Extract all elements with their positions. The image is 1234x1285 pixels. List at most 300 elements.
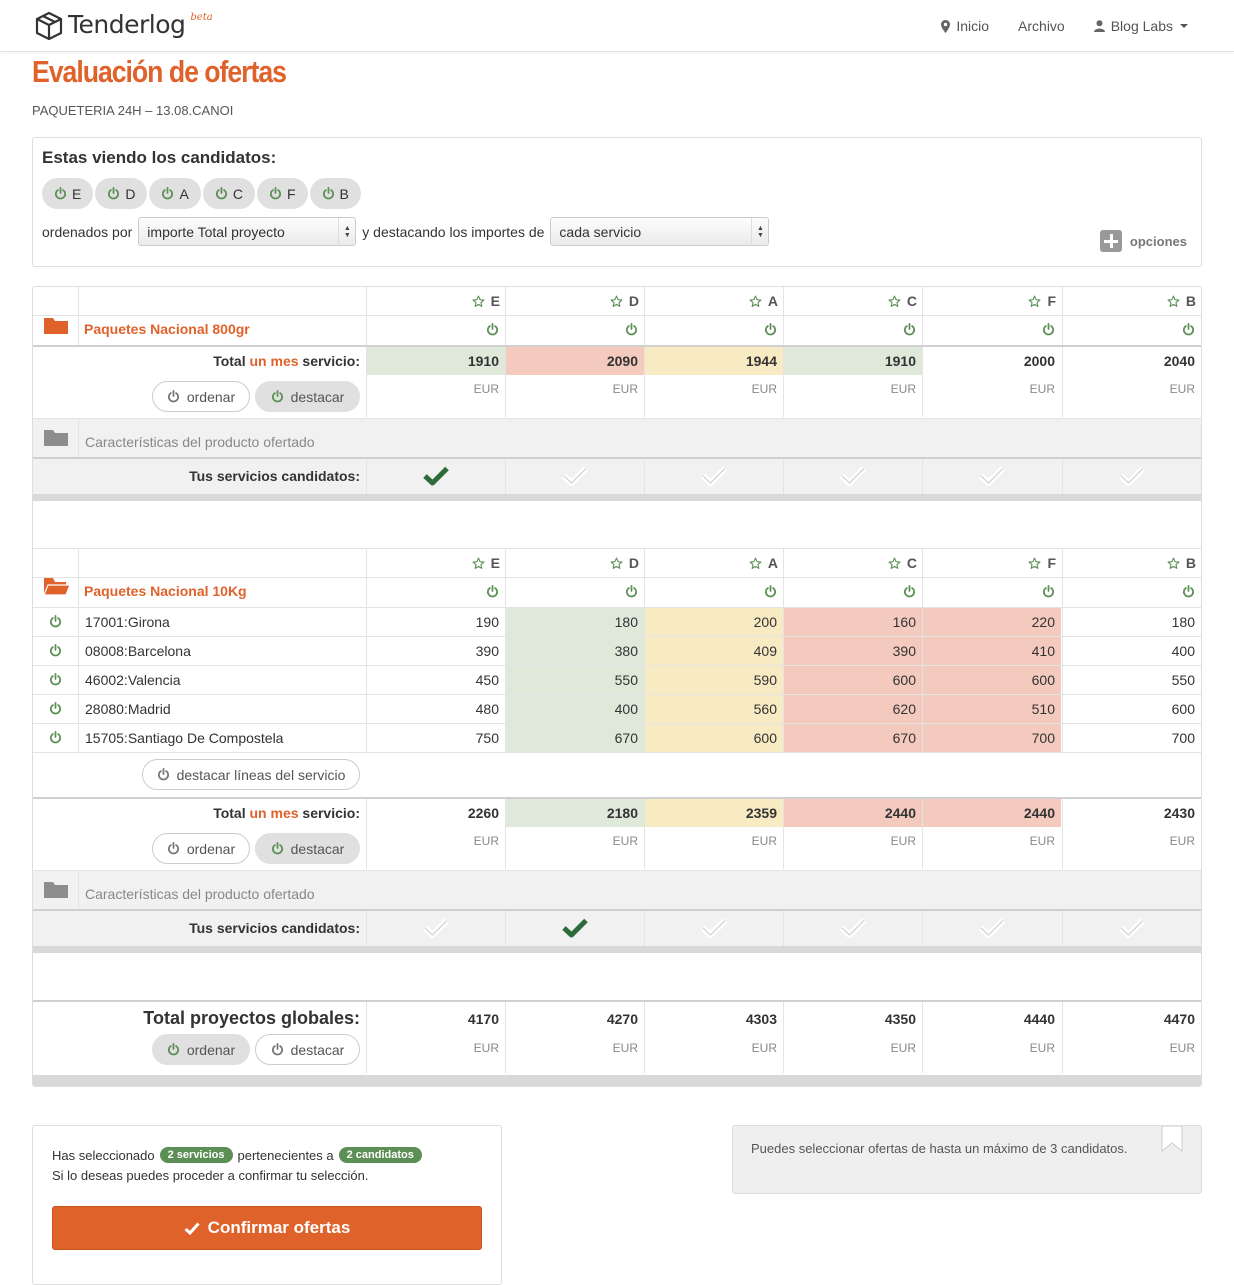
currency-label: EUR — [1029, 1041, 1055, 1055]
currency-cell — [644, 375, 783, 417]
line-value-a — [644, 608, 783, 636]
candidate-select-b[interactable] — [1062, 911, 1201, 946]
check-unselected-icon[interactable] — [562, 466, 588, 486]
line-value-f — [922, 666, 1061, 694]
total-value-e — [366, 347, 505, 375]
service-title[interactable]: Paquetes Nacional 10Kg — [84, 583, 247, 599]
total-value-f — [922, 799, 1061, 827]
line-value: 220 — [1031, 614, 1055, 630]
highlight-lines-button[interactable] — [142, 759, 360, 790]
candidate-chip-f[interactable] — [257, 178, 308, 209]
currency-cell — [505, 1034, 644, 1073]
check-unselected-icon[interactable] — [979, 918, 1005, 938]
total-value-c — [783, 347, 922, 375]
candidate-header-f — [922, 549, 1061, 578]
global-total-value: 4170 — [467, 1011, 499, 1027]
candidate-select-f[interactable] — [922, 911, 1061, 946]
line-name: 08008:Barcelona — [85, 643, 191, 659]
user-icon — [1094, 20, 1105, 32]
power-icon — [486, 585, 499, 598]
candidate-toggle-b[interactable] — [1062, 578, 1201, 607]
star-icon[interactable] — [610, 295, 623, 308]
power-icon — [625, 585, 638, 598]
candidate-toggle-d[interactable] — [505, 316, 644, 345]
map-marker-icon — [941, 20, 950, 33]
highlight-label: destacar — [290, 388, 345, 405]
candidate-header-a — [644, 549, 783, 578]
currency-label: EUR — [890, 834, 916, 848]
total-currency-row — [33, 827, 1201, 869]
power-icon — [54, 187, 67, 200]
highlight-button[interactable] — [255, 1034, 360, 1065]
check-selected-icon[interactable] — [562, 918, 588, 938]
order-label: ordenar — [186, 1041, 236, 1058]
order-button[interactable] — [152, 1034, 250, 1065]
line-value-d — [505, 666, 644, 694]
power-icon — [49, 644, 62, 657]
candidates-row — [33, 459, 1201, 494]
nav-items — [912, 0, 1188, 52]
selection-summary — [32, 1125, 502, 1285]
line-value-f — [922, 724, 1061, 752]
star-icon[interactable] — [610, 557, 623, 570]
sort-label: ordenados por — [42, 223, 133, 240]
currency-label: EUR — [1029, 382, 1055, 396]
candidate-toggle-a[interactable] — [644, 578, 783, 607]
line-value: 600 — [753, 730, 777, 746]
total-row — [33, 347, 1201, 375]
chip-label: D — [125, 185, 136, 202]
section-separator — [33, 494, 1201, 501]
power-icon — [167, 1043, 180, 1056]
line-value-b — [1062, 608, 1201, 636]
order-label: ordenar — [186, 388, 236, 405]
power-icon — [49, 615, 62, 628]
global-actions-cell — [33, 1034, 366, 1073]
candidate-toggle-f[interactable] — [922, 578, 1061, 607]
currency-cell — [366, 827, 505, 869]
total-currency-row — [33, 375, 1201, 417]
folder-icon[interactable] — [43, 427, 69, 447]
candidate-header-b — [1062, 549, 1201, 578]
characteristics-row — [33, 871, 1201, 909]
line-toggle[interactable] — [49, 702, 62, 718]
line-value-d — [505, 637, 644, 665]
selection-line-1 — [52, 1147, 427, 1163]
chip-label: C — [232, 185, 243, 202]
line-toggle[interactable] — [49, 644, 62, 660]
confirm-offers-button[interactable] — [52, 1206, 482, 1250]
currency-cell — [1062, 375, 1201, 417]
folder-cell — [33, 549, 78, 578]
candidate-select-b[interactable] — [1062, 459, 1201, 494]
currency-label: EUR — [473, 1041, 499, 1055]
power-icon — [764, 323, 777, 336]
candidate-select-f[interactable] — [922, 459, 1061, 494]
currency-cell — [644, 1034, 783, 1073]
currency-label: EUR — [473, 834, 499, 848]
candidate-letter: F — [1047, 555, 1056, 571]
candidates-label-cell — [33, 459, 366, 494]
section-separator — [33, 946, 1201, 953]
line-value-f — [922, 608, 1061, 636]
candidate-select-e[interactable] — [366, 911, 505, 946]
check-selected-icon[interactable] — [423, 466, 449, 486]
info-box — [732, 1125, 1202, 1194]
currency-label: EUR — [612, 1041, 638, 1055]
currency-cell — [922, 1034, 1061, 1073]
currency-cell — [1062, 827, 1201, 869]
candidate-chip-a[interactable] — [149, 178, 200, 209]
currency-label: EUR — [751, 382, 777, 396]
brand[interactable] — [34, 9, 213, 43]
line-value: 750 — [475, 730, 499, 746]
line-value: 700 — [1031, 730, 1055, 746]
service-line-row — [33, 695, 1201, 723]
caret-down-icon — [1180, 24, 1188, 28]
line-value: 200 — [753, 614, 777, 630]
line-value-c — [783, 637, 922, 665]
power-icon — [322, 187, 335, 200]
highlight-lines-label: destacar líneas del servicio — [176, 766, 346, 783]
candidate-toggle-e[interactable] — [366, 316, 505, 345]
options-button[interactable] — [1100, 230, 1187, 252]
candidate-header-f — [922, 287, 1061, 316]
line-value: 390 — [892, 643, 916, 659]
line-name: 46002:Valencia — [85, 672, 181, 688]
power-icon — [49, 702, 62, 715]
characteristics-title[interactable]: Características del producto ofertado — [85, 886, 315, 902]
line-toggle[interactable] — [49, 673, 62, 689]
select-arrows-icon: ▲ ▼ — [338, 218, 355, 245]
service-title[interactable]: Paquetes Nacional 800gr — [84, 321, 250, 337]
candidate-select-a[interactable] — [644, 911, 783, 946]
global-total-value: 4440 — [1023, 1011, 1055, 1027]
check-unselected-icon[interactable] — [1119, 466, 1145, 486]
total-value-c — [783, 799, 922, 827]
line-value: 700 — [1171, 730, 1195, 746]
currency-label: EUR — [473, 382, 499, 396]
line-value-a — [644, 637, 783, 665]
star-icon[interactable] — [888, 295, 901, 308]
select-arrows-icon: ▲ ▼ — [751, 218, 768, 245]
service-line-row — [33, 608, 1201, 636]
line-value-e — [366, 637, 505, 665]
page-title: Evaluación de ofertas — [32, 54, 286, 89]
filter-panel — [32, 137, 1202, 267]
line-value: 400 — [1171, 643, 1195, 659]
filter-heading: Estas viendo los candidatos: — [42, 148, 277, 167]
folder-cell — [33, 287, 78, 316]
navbar — [0, 0, 1234, 52]
line-value-c — [783, 695, 922, 723]
order-button[interactable] — [152, 833, 250, 864]
candidate-header-d — [505, 549, 644, 578]
total-value-b — [1062, 799, 1201, 827]
check-unselected-icon[interactable] — [423, 918, 449, 938]
line-value-c — [783, 608, 922, 636]
nav-user-menu[interactable] — [1094, 18, 1188, 34]
line-value: 550 — [1171, 672, 1195, 688]
highlight-button[interactable] — [255, 381, 360, 412]
total-row — [33, 799, 1201, 827]
service-line-row — [33, 666, 1201, 694]
total-value: 1944 — [745, 353, 777, 369]
line-value-a — [644, 695, 783, 723]
candidate-select-c[interactable] — [783, 459, 922, 494]
order-button[interactable] — [152, 381, 250, 412]
line-value-e — [366, 695, 505, 723]
power-icon — [903, 323, 916, 336]
power-icon — [167, 842, 180, 855]
star-icon[interactable] — [1028, 557, 1041, 570]
total-value: 2000 — [1023, 353, 1055, 369]
global-total-value: 4270 — [606, 1011, 638, 1027]
highlight-lines-cell — [33, 753, 366, 797]
candidate-letter: E — [490, 555, 500, 571]
options-label: opciones — [1129, 233, 1187, 249]
check-unselected-icon[interactable] — [840, 466, 866, 486]
chip-label: A — [179, 185, 189, 202]
candidate-toggle-c[interactable] — [783, 316, 922, 345]
currency-label: EUR — [1169, 834, 1195, 848]
total-value: 2090 — [606, 353, 638, 369]
highlight-select[interactable] — [550, 217, 769, 246]
global-total-value: 4470 — [1163, 1011, 1195, 1027]
line-value-b — [1062, 637, 1201, 665]
line-toggle-cell — [33, 724, 78, 752]
chip-label: E — [72, 185, 82, 202]
service-title-cell — [78, 549, 366, 578]
selection-line-2: Si lo deseas puedes proceder a confirmar tu selección. — [52, 1168, 369, 1183]
power-icon — [161, 187, 174, 200]
candidate-letter: A — [767, 555, 778, 571]
characteristics-title[interactable]: Características del producto ofertado — [85, 434, 315, 450]
info-text: Puedes seleccionar ofertas de hasta un máximo de 3 candidatos. — [751, 1141, 1128, 1156]
power-icon — [271, 842, 284, 855]
services-count-badge: 2 servicios — [160, 1147, 233, 1163]
global-total-value-a — [644, 1002, 783, 1034]
currency-label: EUR — [1169, 1041, 1195, 1055]
candidate-select-e[interactable] — [366, 459, 505, 494]
total-service-label: Total un mes servicio: — [213, 805, 360, 821]
nav-archivo[interactable] — [1018, 18, 1065, 34]
currency-label: EUR — [1169, 382, 1195, 396]
candidate-header-c — [783, 287, 922, 316]
characteristics-folder-cell[interactable] — [33, 871, 78, 909]
currency-label: EUR — [890, 382, 916, 396]
candidate-select-c[interactable] — [783, 911, 922, 946]
candidates-label: Tus servicios candidatos: — [189, 920, 360, 936]
total-value: 2180 — [606, 805, 638, 821]
total-value-a — [644, 347, 783, 375]
power-icon — [1042, 585, 1055, 598]
global-total-value-e — [366, 1002, 505, 1034]
line-value: 550 — [614, 672, 638, 688]
line-value: 590 — [753, 672, 777, 688]
selection-text-2: pertenecientes a — [237, 1147, 334, 1163]
check-icon — [184, 1222, 200, 1235]
characteristics-row — [33, 419, 1201, 457]
line-name: 28080:Madrid — [85, 701, 171, 717]
folder-icon[interactable] — [43, 315, 69, 335]
power-icon — [764, 585, 777, 598]
power-icon — [486, 323, 499, 336]
line-value-b — [1062, 695, 1201, 723]
line-name-cell — [78, 637, 366, 665]
star-icon[interactable] — [472, 557, 485, 570]
characteristics-folder-cell[interactable] — [33, 419, 78, 457]
line-value-f — [922, 637, 1061, 665]
line-value: 409 — [753, 643, 777, 659]
line-value: 670 — [892, 730, 916, 746]
total-value-f — [922, 347, 1061, 375]
nav-archivo-label: Archivo — [1018, 18, 1065, 34]
line-toggle-cell — [33, 637, 78, 665]
power-icon — [269, 187, 282, 200]
candidates-count-badge: 2 candidatos — [339, 1147, 422, 1163]
check-unselected-icon[interactable] — [840, 918, 866, 938]
star-icon[interactable] — [1167, 557, 1180, 570]
power-icon — [271, 390, 284, 403]
candidate-select-a[interactable] — [644, 459, 783, 494]
candidate-letter: F — [1047, 293, 1056, 309]
candidate-toggle-a[interactable] — [644, 316, 783, 345]
highlight-lines-row — [33, 753, 1201, 797]
currency-cell — [783, 827, 922, 869]
line-name: 15705:Santiago De Compostela — [85, 730, 284, 746]
star-icon[interactable] — [749, 295, 762, 308]
candidate-letter: C — [906, 555, 917, 571]
star-icon[interactable] — [749, 557, 762, 570]
check-unselected-icon[interactable] — [701, 466, 727, 486]
power-icon — [1182, 585, 1195, 598]
total-value: 2260 — [467, 805, 499, 821]
candidate-letter: E — [490, 293, 500, 309]
candidate-toggle-e[interactable] — [366, 578, 505, 607]
candidate-select-d[interactable] — [505, 911, 644, 946]
total-value: 1910 — [467, 353, 499, 369]
highlight-button[interactable] — [255, 833, 360, 864]
check-unselected-icon[interactable] — [701, 918, 727, 938]
line-toggle-cell — [33, 666, 78, 694]
candidate-header-b — [1062, 287, 1201, 316]
candidate-toggle-f[interactable] — [922, 316, 1061, 345]
candidate-letter: B — [1185, 555, 1196, 571]
line-value: 400 — [614, 701, 638, 717]
check-unselected-icon[interactable] — [1119, 918, 1145, 938]
line-toggle[interactable] — [49, 731, 62, 747]
check-unselected-icon[interactable] — [979, 466, 1005, 486]
candidate-chip-b[interactable] — [310, 178, 361, 209]
confirm-offers-label: Confirmar ofertas — [207, 1218, 351, 1237]
candidate-chip-d[interactable] — [95, 178, 147, 209]
line-value: 380 — [614, 643, 638, 659]
power-icon — [49, 673, 62, 686]
service-line-row — [33, 724, 1201, 752]
power-icon — [107, 187, 120, 200]
total-value-a — [644, 799, 783, 827]
nav-user-label: Blog Labs — [1110, 18, 1173, 34]
line-name-cell — [78, 666, 366, 694]
star-icon[interactable] — [472, 295, 485, 308]
currency-cell — [783, 1034, 922, 1073]
total-value-b — [1062, 347, 1201, 375]
line-value: 450 — [475, 672, 499, 688]
total-label-cell — [33, 799, 366, 827]
line-value: 600 — [1171, 701, 1195, 717]
selection-text-1: Has seleccionado — [52, 1147, 155, 1163]
highlight-label: destacar — [290, 1041, 345, 1058]
candidate-letter: B — [1185, 293, 1196, 309]
line-value-a — [644, 666, 783, 694]
line-value: 510 — [1031, 701, 1055, 717]
line-value-c — [783, 666, 922, 694]
candidate-chip-e[interactable] — [42, 178, 93, 209]
global-currency-row — [33, 1034, 1201, 1073]
global-total-value-f — [922, 1002, 1061, 1034]
line-value: 390 — [475, 643, 499, 659]
page-subtitle: PAQUETERIA 24H – 13.08.CANOI — [32, 103, 234, 118]
line-value: 180 — [614, 614, 638, 630]
candidate-header-e — [366, 287, 505, 316]
bookmark-icon[interactable] — [1161, 1126, 1183, 1152]
total-value: 2430 — [1163, 805, 1195, 821]
candidate-toggle-b[interactable] — [1062, 316, 1201, 345]
line-value-d — [505, 724, 644, 752]
candidate-header-c — [783, 549, 922, 578]
line-value-b — [1062, 724, 1201, 752]
service-header-letters — [33, 287, 1201, 316]
candidate-toggle-c[interactable] — [783, 578, 922, 607]
folder-icon[interactable] — [43, 879, 69, 899]
total-service-label: Total un mes servicio: — [213, 353, 360, 369]
total-value-d — [505, 799, 644, 827]
power-icon — [1042, 323, 1055, 336]
service-folder[interactable] — [43, 315, 69, 338]
candidate-toggle-d[interactable] — [505, 578, 644, 607]
service-folder[interactable] — [43, 575, 71, 600]
star-icon[interactable] — [1167, 295, 1180, 308]
currency-label: EUR — [751, 1041, 777, 1055]
chip-label: F — [286, 185, 296, 202]
characteristics-title-cell — [78, 871, 1201, 909]
candidate-select-d[interactable] — [505, 459, 644, 494]
currency-cell — [505, 375, 644, 417]
sort-select[interactable] — [138, 217, 356, 246]
power-icon — [157, 768, 170, 781]
currency-cell — [366, 375, 505, 417]
highlight-label: y destacando los importes de — [362, 223, 545, 240]
star-icon[interactable] — [1028, 295, 1041, 308]
sort-row — [42, 217, 775, 246]
sort-select-value: importe Total proyecto — [147, 223, 285, 240]
table-footer-bar — [33, 1075, 1201, 1087]
global-total-value: 4350 — [884, 1011, 916, 1027]
power-icon — [49, 731, 62, 744]
candidate-chip-c[interactable] — [203, 178, 255, 209]
star-icon[interactable] — [888, 557, 901, 570]
line-toggle[interactable] — [49, 615, 62, 631]
global-total-value-d — [505, 1002, 644, 1034]
line-value-d — [505, 695, 644, 723]
nav-inicio[interactable] — [941, 18, 989, 34]
order-label: ordenar — [186, 840, 236, 857]
global-total-value: 4303 — [745, 1011, 777, 1027]
line-value: 410 — [1031, 643, 1055, 659]
currency-label: EUR — [890, 1041, 916, 1055]
folder-open-icon[interactable] — [43, 575, 71, 597]
